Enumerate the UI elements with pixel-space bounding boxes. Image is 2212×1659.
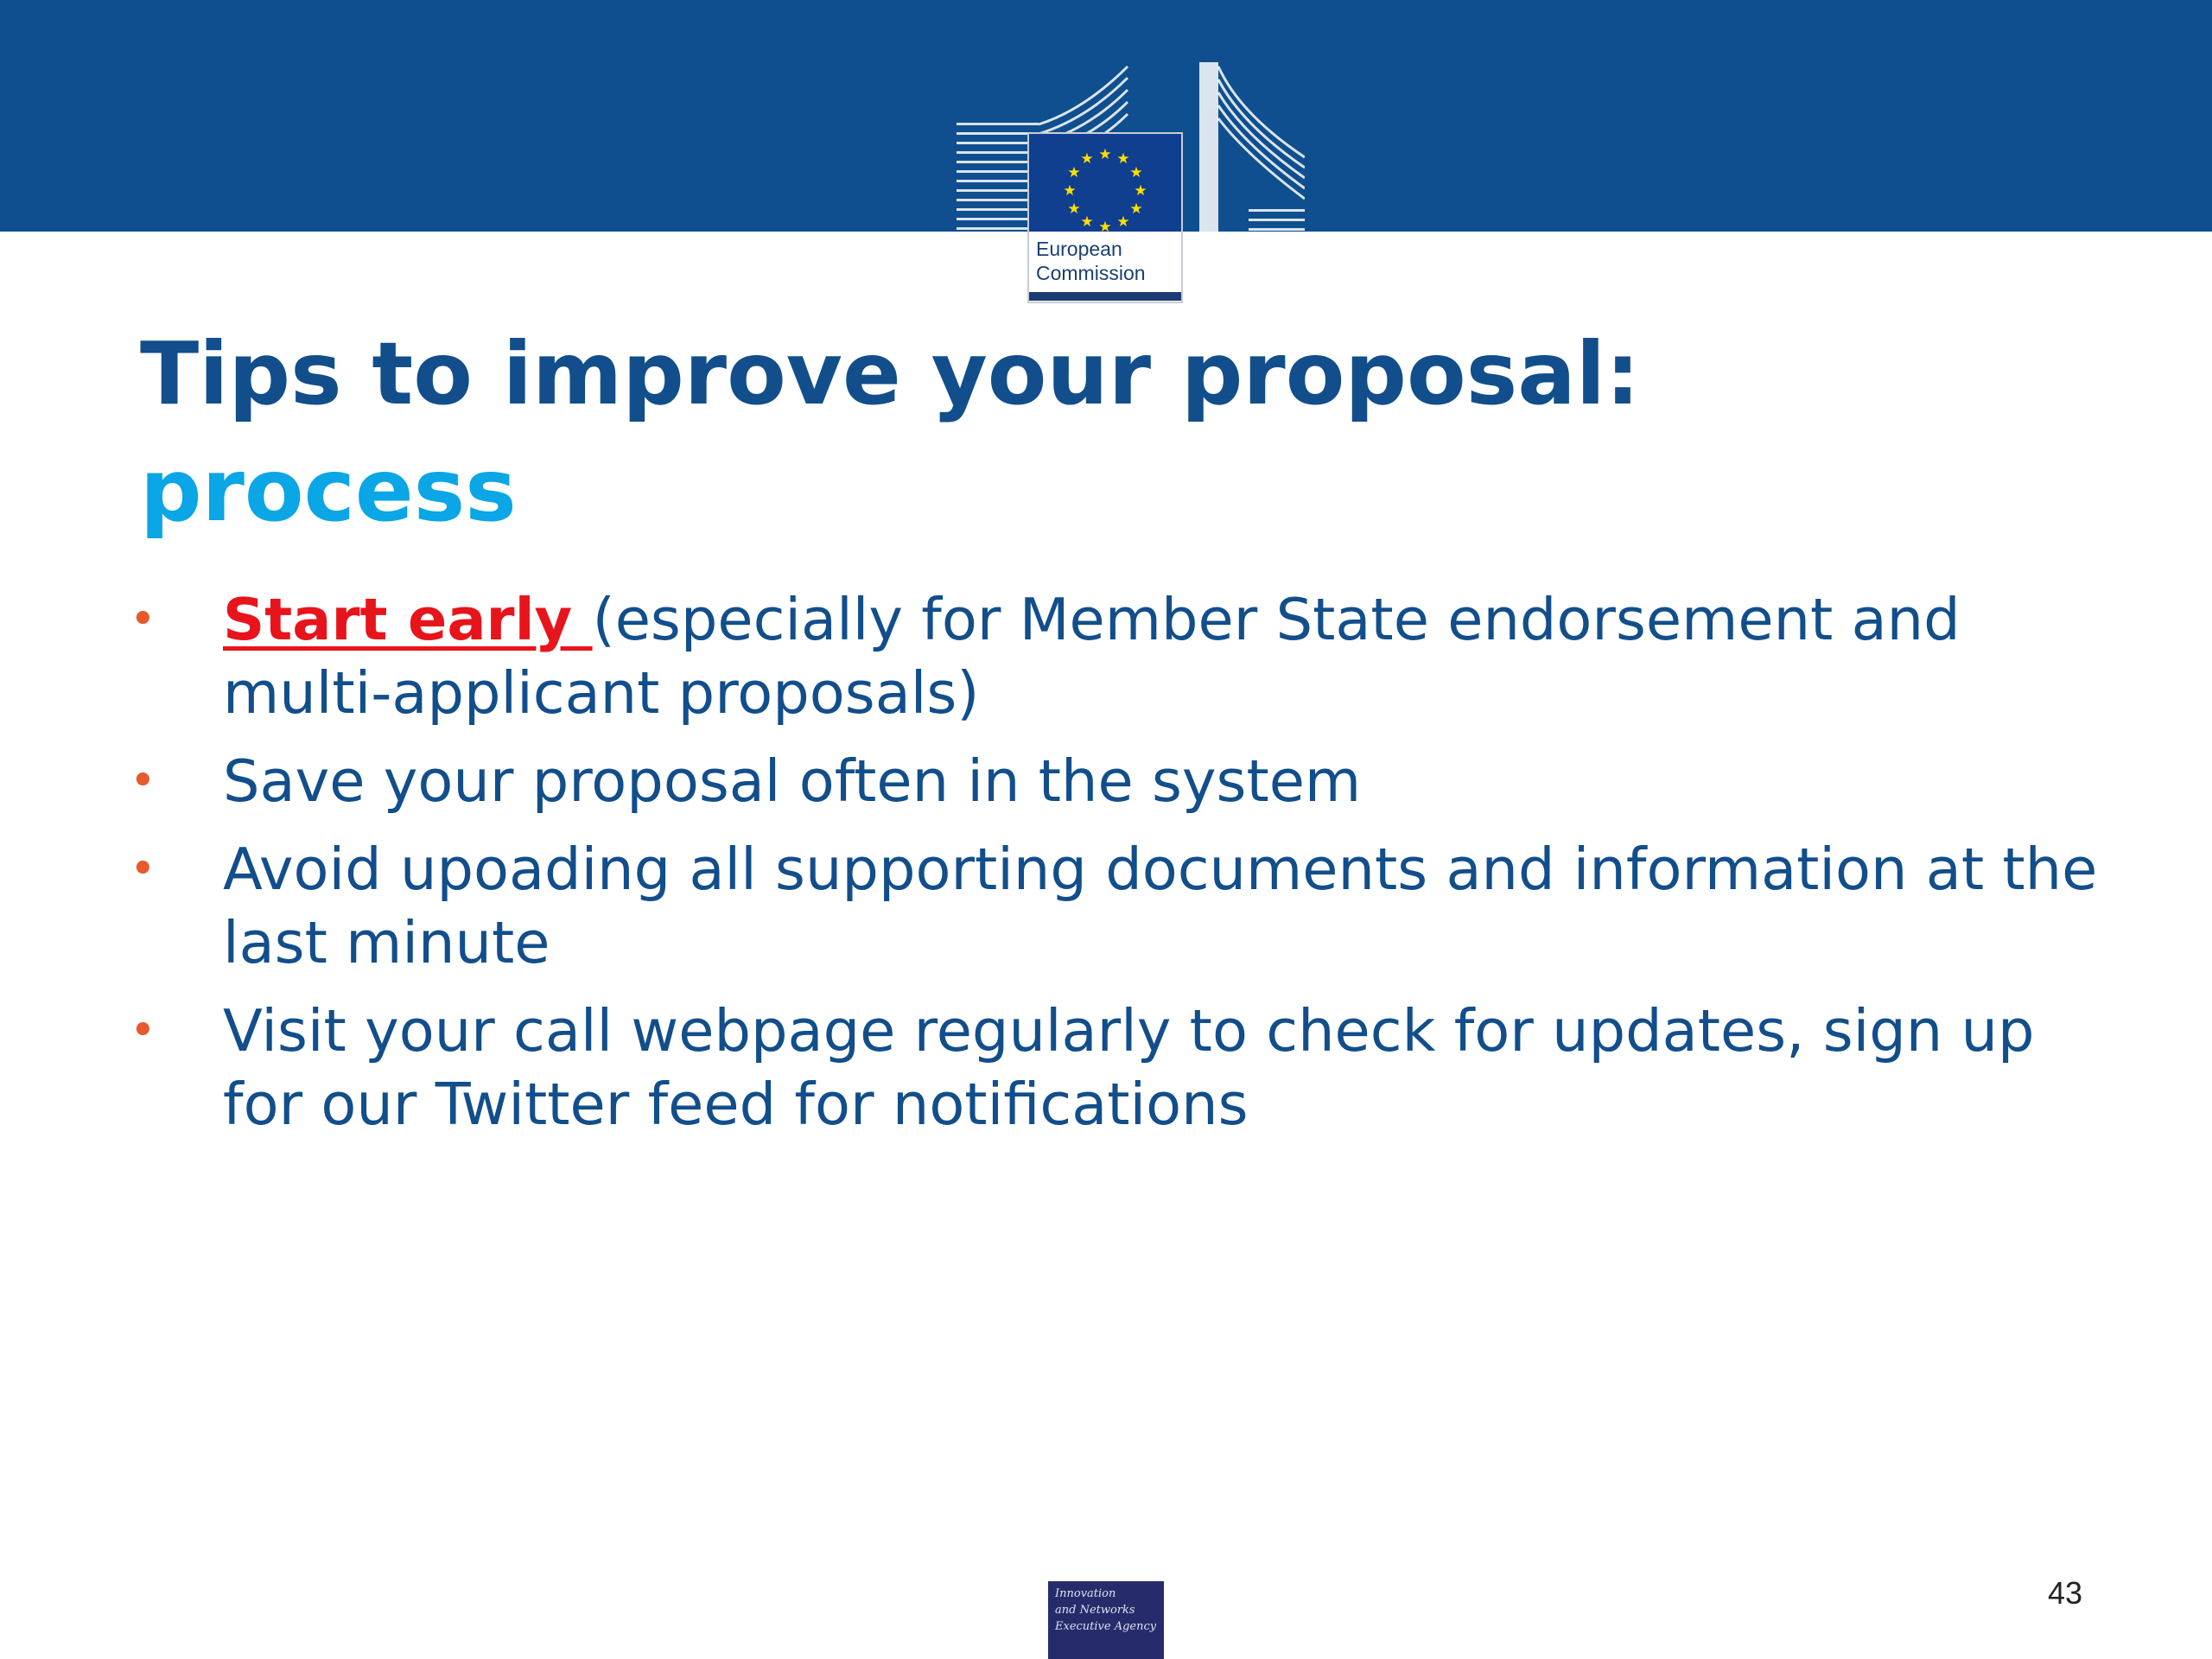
bullet-icon: •	[130, 1005, 156, 1057]
logo-text	[1036, 237, 1183, 285]
svg-text:★: ★	[1080, 213, 1094, 231]
logo-text-line-1: European	[1036, 238, 1122, 260]
inea-logo	[1048, 1581, 1164, 1659]
title-sub: process	[140, 440, 517, 541]
svg-text:★: ★	[1067, 164, 1081, 181]
list-item-text: Save your proposal often in the system	[223, 747, 1362, 815]
logo-text-line-2: Commission	[1036, 262, 1146, 284]
page-number: 43	[2047, 1575, 2082, 1611]
agency-line-3: Executive Agency	[1055, 1620, 1157, 1633]
svg-text:★: ★	[1098, 146, 1112, 163]
agency-line-1: Innovation	[1055, 1587, 1116, 1600]
list-item-text: Visit your call webpage regularly to check for updates, sign up for our Twitter feed for notifications	[223, 997, 2035, 1138]
svg-text:★: ★	[1080, 150, 1094, 168]
svg-text:★: ★	[1063, 182, 1077, 200]
list-item	[130, 833, 2100, 980]
list-item	[130, 583, 2100, 730]
bullet-icon: •	[130, 594, 156, 645]
list-item-text: Avoid upoading all supporting documents and information at the last minute	[223, 836, 2098, 976]
european-commission-logo	[955, 62, 1305, 304]
slide-title	[140, 315, 2127, 549]
agency-line-2: and Networks	[1055, 1604, 1135, 1617]
list-item	[130, 995, 2100, 1141]
list-item	[130, 745, 2100, 818]
svg-text:★: ★	[1116, 150, 1130, 168]
bullet-icon: •	[130, 755, 156, 807]
tips-list	[130, 583, 2100, 1156]
svg-text:★: ★	[1129, 200, 1143, 218]
list-item-text: (especially for Member State endorsement and multi-applicant proposals)	[223, 586, 1961, 727]
bullet-icon: •	[130, 843, 156, 895]
svg-text:★: ★	[1129, 164, 1143, 181]
svg-text:★: ★	[1134, 182, 1147, 200]
svg-text:★: ★	[1116, 213, 1130, 231]
highlight-start-early: Start early	[223, 586, 593, 653]
svg-text:★: ★	[1067, 200, 1081, 218]
svg-text:★: ★	[1098, 219, 1112, 236]
title-main: Tips to improve your proposal:	[140, 323, 1640, 424]
